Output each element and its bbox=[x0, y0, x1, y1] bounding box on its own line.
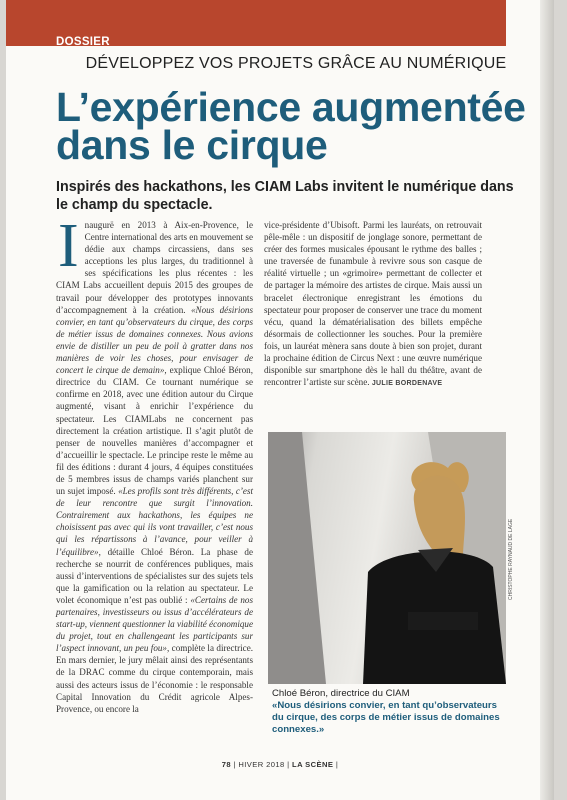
dropcap: I bbox=[58, 212, 79, 280]
magazine-page bbox=[6, 0, 554, 800]
paragraph: naugurë en 2013 à Aix-en-Provence, le Centre international des arts en mouvement se dédie aux champs circassiens, dans ses acceptions les plus larges, du traditionnel à ses spécifications les plus récentes : les CIAM Labs accueillent depuis 2015 des groupes de travail pour développer des prototypes innovants d’accompagnement à la création. bbox=[56, 220, 253, 315]
portrait-illustration bbox=[268, 432, 506, 684]
paragraph: , complète la directrice. En mars dernier, le jury mêlait ainsi des représentants de la DRAC comme du cirque contemporain, mais aussi des acteurs issus de l’économie : le responsable Capital Innovation du Crédit agricole Alpes-Provence, ou encore la bbox=[56, 643, 253, 714]
quote: «Les profils sont très différents, c’est de leur rencontre que surgit l’innovation. Contrairement aux hackathons, les équipes ne choisissent pas avec qui ils vont travailler, c’est nous qui les répartissons à l’avance, pour veiller à l’équilibre» bbox=[56, 486, 254, 557]
headline-line-1: L’expérience augmentée bbox=[56, 84, 526, 130]
standfirst: Inspirés des hackathons, les CIAM Labs invitent le numérique dans le champ du spectacle. bbox=[56, 179, 514, 213]
paragraph: , explique Chloé Béron, directrice du CIAM. Ce tournant numérique se confirme en 2018, avec une édition autour du Cirque augmenté, visant à enrichir l’expérience du spectateur. Les CIAMLabs ne concernent pas directement la création artistique. Il s’agit plutôt de penser de nouvelles manières d’accompagner et d’accueillir le spectacle. Le principe reste le même au fil des éditions : durant 4 jours, 4 équipes constituées de 5 membres issus de champs variés planchent sur un sujet imposé. bbox=[56, 365, 253, 497]
article-column-1 bbox=[56, 212, 254, 715]
portrait-photo bbox=[268, 432, 506, 684]
article-column-2 bbox=[264, 219, 482, 390]
paragraph: vice-présidente d’Ubisoft. Parmi les lauréats, on retrouvait pêle-mêle : un dispositif de jonglage sonore, permettant de créer des formes musicales épousant le rythme des balles ; une traversée de funambule à revivre sous son casque de réalité virtuelle ; un «grimoire» permettant de collecter et de partager la mémoire des artistes de cirque. Mais aussi un bracelet électronique enregistrant les émotions du spectateur pour proposer de conserver une trace du moment vécu, quand la dématérialisation des billets empêche désormais de collectionner les souches. Pour la première fois, un lauréat mènera sans doute à bien son projet, durant la prochaine édition de Circus Next : une œuvre numérique disponible sur smartphone dès le hall du théâtre, avant de rencontrer l’artiste sur scène. bbox=[264, 220, 482, 388]
photo-credit: CHRISTOPHE RAYNAUD DE LAGE bbox=[508, 518, 514, 600]
page-footer: 78 | HIVER 2018 | LA SCÈNE | bbox=[221, 760, 339, 769]
photo-caption bbox=[272, 688, 507, 736]
caption-quote: «Nous désirions convier, en tant qu’observateurs du cirque, des corps de métier issus de domaines connexes.» bbox=[272, 700, 500, 735]
issue-label: HIVER 2018 bbox=[238, 760, 285, 769]
headline bbox=[56, 84, 546, 168]
quote: «Certains de nos partenaires, investisseurs ou issus d’accélérateurs de start-up, viennent questionner la viabilité économique du projet, tout en challengeant les participants sur l’aspect innovant, un peu fou» bbox=[56, 594, 253, 654]
quote: «Nous désirions convier, en tant qu’observateurs du cirque, des corps de métier issus de domaines connexes. Nous avions envie de distiller un peu de poil à gratter dans nos manières de voir les choses, pour envisager de concert le cirque de demain» bbox=[56, 304, 253, 376]
caption-name: Chloé Béron, directrice du CIAM bbox=[272, 688, 410, 699]
page-gutter-shadow bbox=[540, 0, 554, 800]
section-label: DOSSIER bbox=[56, 36, 110, 48]
author-signature: JULIE BORDENAVE bbox=[371, 380, 443, 388]
magazine-name: LA SCÈNE bbox=[292, 760, 334, 769]
section-title: DÉVELOPPEZ VOS PROJETS GRÂCE AU NUMÉRIQUE bbox=[85, 55, 507, 72]
paragraph: , détaille Chloé Béron. La phase de recherche se nourrit de conférences publiques, mais aussi d’interventions de spécialistes sur des sujets tels que la gamification ou la relation au spectateur. Le volet économique n’est pas oublié : bbox=[56, 546, 253, 605]
headline-line-2: dans le cirque bbox=[56, 122, 328, 168]
page-number: 78 bbox=[221, 760, 231, 769]
